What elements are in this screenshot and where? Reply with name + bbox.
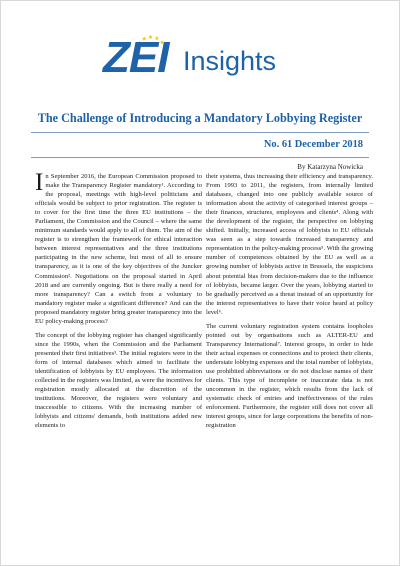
right-column — [206, 172, 373, 435]
paragraph: their systems, thus increasing their efficiency and transparency. From 1993 to 2011, the registers, from internally limited databases, changed into one publicly available source of information about the activity of categorised interest groups – their finances, structures, employees and clients⁴. Along with the development of the register, the perspective on lobbying shifted. Initially, increased access of lobbyists to EU officials was seen as a step towards increased transparency and representation in the policy-making process⁵. With the growing number of competences obtained by the EU as well as a growing number of lobbyists active in Brussels, the suspicions about potential bias from decision-makers due to the influence of lobbyists, became larger. Over the years, lobbying started to be gradually perceived as a threat instead of an opportunity for the interest representatives to have their voice heard at policy level⁶. — [206, 173, 373, 316]
issue-number: No. 61 December 2018 — [263, 139, 363, 150]
drop-cap: I — [35, 169, 44, 196]
logo-product: Insights — [183, 46, 277, 76]
paragraph-text: n September 2016, the European Commission proposed to make the Transparency Register mandatory¹. According to the proposal, meetings with high-level politicians and officials would be subject to prior registration. The register is to cover for the first time the three EU institutions – the Parliament, the Commission and the Council – where the same minimum standards would apply to all of them. The aim of the register is to strengthen the framework for ethical interaction between interest representatives and the three institutions participating in the new scheme, but most of all to ensure transparency, as it is one of the key objectives of the Juncker Commission². Negotiations on the proposal started in April 2018 and are currently ongoing. But is there really a need for more transparency? Can a switch from a voluntary to mandatory register make a significant difference? And can the proposed mandatory register bring greater transparency into the EU policy-making process? — [35, 173, 202, 325]
paragraph — [35, 169, 202, 326]
left-column — [35, 169, 202, 435]
zei-insights-logo — [103, 35, 303, 89]
logo-brand: ZEI — [103, 33, 169, 82]
paragraph: The concept of the lobbying register has changed significantly since the 1990s, when the Commission and the Parliament presented their first initiatives³. The initial registers were in the form of internal databases which aimed to facilitate the identification of lobbyists by EU employees. The information collected in the registers was limited, as were the incentives for registration mostly allocated at the discretion of the institutions. Moreover, the registers were voluntary and inaccessible to citizens. With the increasing number of lobbyists and citizens' demands, both institutions added new elements to — [35, 331, 202, 430]
author-byline: By Katarzyna Nowicka — [297, 163, 363, 171]
issue-divider — [31, 157, 369, 158]
title-divider — [31, 132, 369, 133]
document-title: The Challenge of Introducing a Mandatory Lobbying Register — [37, 111, 363, 125]
paragraph: The current voluntary registration system contains loopholes pointed out by organisations such as ALTER-EU and Transparency International⁷. Interest groups, in order to hide their actual expenses or connections and to protect their clients, understate lobbying expenses and the total number of lobbyists, use prohibited abbreviations or do not disclose names of their clients. This type of incomplete or inaccurate data is not uncommon in the register, which results from the lack of systematic check of entries and ineffectiveness of the rules enforcement. Furthermore, the register still does not cover all interest groups, since for large corporations the benefits of non-registration — [206, 322, 373, 430]
